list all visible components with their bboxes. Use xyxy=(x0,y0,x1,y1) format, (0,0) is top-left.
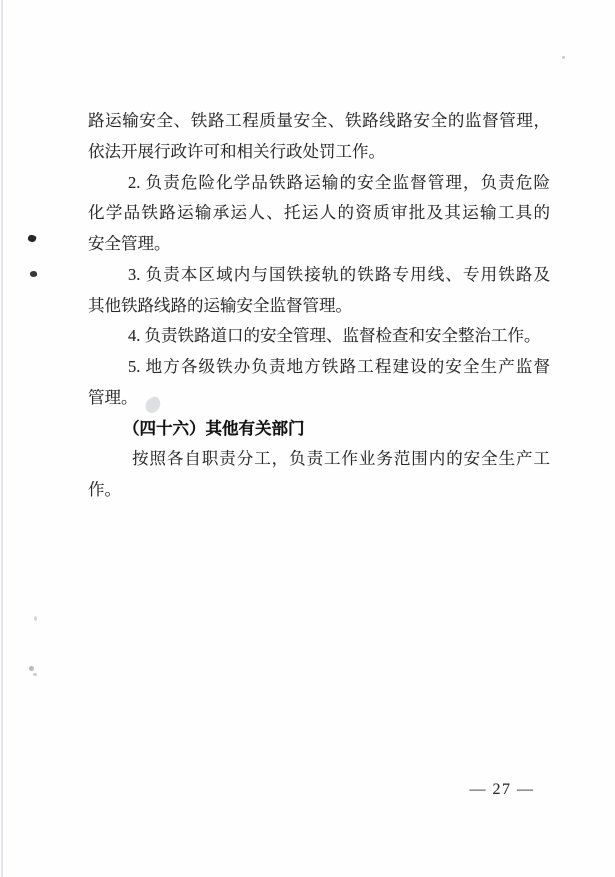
ink-speck xyxy=(29,270,37,278)
ink-speck xyxy=(29,666,34,671)
text-line: 按照各自职责分工，负责工作业务范围内的安全生产工 xyxy=(132,449,550,469)
document-text-block xyxy=(88,106,550,506)
ink-speck xyxy=(562,56,565,59)
text-line: 化学品铁路运输承运人、托运人的资质审批及其运输工具的 xyxy=(88,203,550,223)
ink-speck xyxy=(27,234,37,243)
numbered-item-line: 3. 负责本区域内与国铁接轨的铁路专用线、专用铁路及 xyxy=(128,264,550,284)
numbered-item-line: 4. 负责铁路道口的安全管理、监督检查和安全整治工作。 xyxy=(128,326,541,346)
ink-speck xyxy=(34,616,37,621)
section-heading: （四十六）其他有关部门 xyxy=(123,418,305,438)
ink-speck xyxy=(33,673,37,676)
page-number: — 27 — xyxy=(469,781,535,798)
text-line: 其他铁路线路的运输安全监督管理。 xyxy=(88,295,352,315)
text-line: 安全管理。 xyxy=(88,234,171,253)
text-line: 管理。 xyxy=(88,387,138,407)
text-line: 路运输安全、铁路工程质量安全、铁路线路安全的监督管理， xyxy=(88,111,550,130)
scan-edge-line xyxy=(1,0,3,877)
numbered-item-line: 5. 地方各级铁办负责地方铁路工程建设的安全生产监督 xyxy=(128,357,550,376)
text-line: 依法开展行政许可和相关行政处罚工作。 xyxy=(88,141,385,161)
text-line: 作。 xyxy=(88,480,121,499)
numbered-item-line: 2. 负责危险化学品铁路运输的安全监督管理，负责危险 xyxy=(128,172,550,192)
